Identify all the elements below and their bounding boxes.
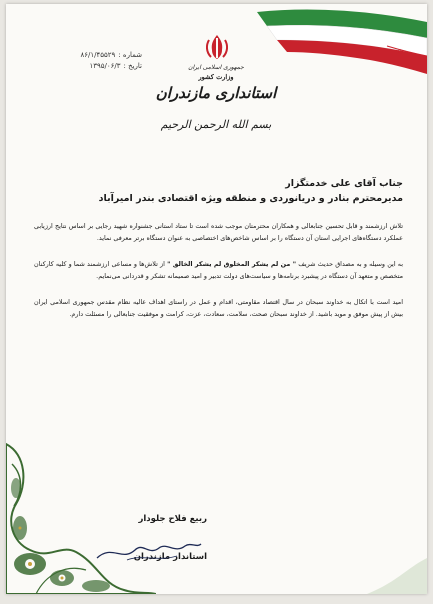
- letter-date-label: تاریخ :: [123, 62, 142, 70]
- addressee-name: جناب آقای علی خدمتگزار: [285, 178, 403, 189]
- body-paragraph-2: [34, 258, 403, 282]
- signatory-name: ربیع فلاح جلودار: [138, 514, 207, 524]
- letter-meta: [24, 50, 142, 72]
- svg-text:☫: ☫: [397, 48, 404, 56]
- letterhead-republic: جمهوری اسلامی ایران: [188, 64, 244, 71]
- addressee-title: مدیرمحترم بنادر و دریانوردی و منطقه ویژه اقتصادی بندر امیرآباد: [98, 193, 403, 204]
- letter-number-value: ۸۶/۱/۴۵۵۲۹: [80, 51, 116, 59]
- basmala-calligraphy: [156, 112, 276, 134]
- body-paragraph-1: تلاش ارزشمند و قابل تحسین جنابعالی و همکاران محترمتان موجب شده است تا ستاد استانی جشنواره شهید رجایی بر اساس نتایج ارزیابی عملکرد دستگاه‌های اجرایی استان آن دستگاه را بر اساس شاخص‌های اختصاصی به عنوان دستگاه برتر معرفی نماید.: [34, 222, 403, 242]
- letter-date-row: [24, 61, 142, 72]
- letter-content: [34, 176, 403, 320]
- letter-date-value: ۱۳۹۵/۰۶/۳: [89, 62, 121, 70]
- letter-number-label: شماره :: [118, 51, 142, 59]
- body-paragraph-2-intro: به این وسیله و به مصداق حدیث شریف: [296, 260, 403, 268]
- body-paragraph-3: امید است با اتکال به خداوند سبحان در سال اقتصاد مقاومتی، اقدام و عمل در راستای اهداف عالیه نظام مقدس جمهوری اسلامی ایران بیش از پیش موفق و موید باشید. از خداوند سبحان صحت، سلامت، سعادت، عزت، کرامت و موفقیت جنابعالی را مسئلت دارم.: [34, 298, 403, 318]
- body-paragraph-2-rest: از تلاش‌ها و مساعی ارزشمند شما و کلیه کارکنان متخصص و متعهد آن دستگاه در پیشبرد برنامه‌ها و سیاست‌های دولت تدبیر و امید صمیمانه تشکر و قدردانی می‌نمایم.: [34, 260, 403, 280]
- signatory-title: استاندار مازندران: [133, 552, 207, 562]
- iran-emblem-icon: [202, 32, 232, 62]
- basmala-text: بسم الله الرحمن الرحیم: [160, 118, 272, 131]
- letterhead-ministry: وزارت کشور: [198, 73, 234, 81]
- corner-ornament-bottom-left: [6, 424, 156, 594]
- hadith-quote: " من لم یشکر المخلوق لم یشکر الخالق ": [167, 260, 297, 268]
- letter-number-row: [24, 50, 142, 61]
- letter-page: [6, 4, 427, 594]
- corner-ornament-bottom-right: [367, 558, 427, 594]
- letterhead-governorate: استانداری مازندران: [155, 84, 277, 102]
